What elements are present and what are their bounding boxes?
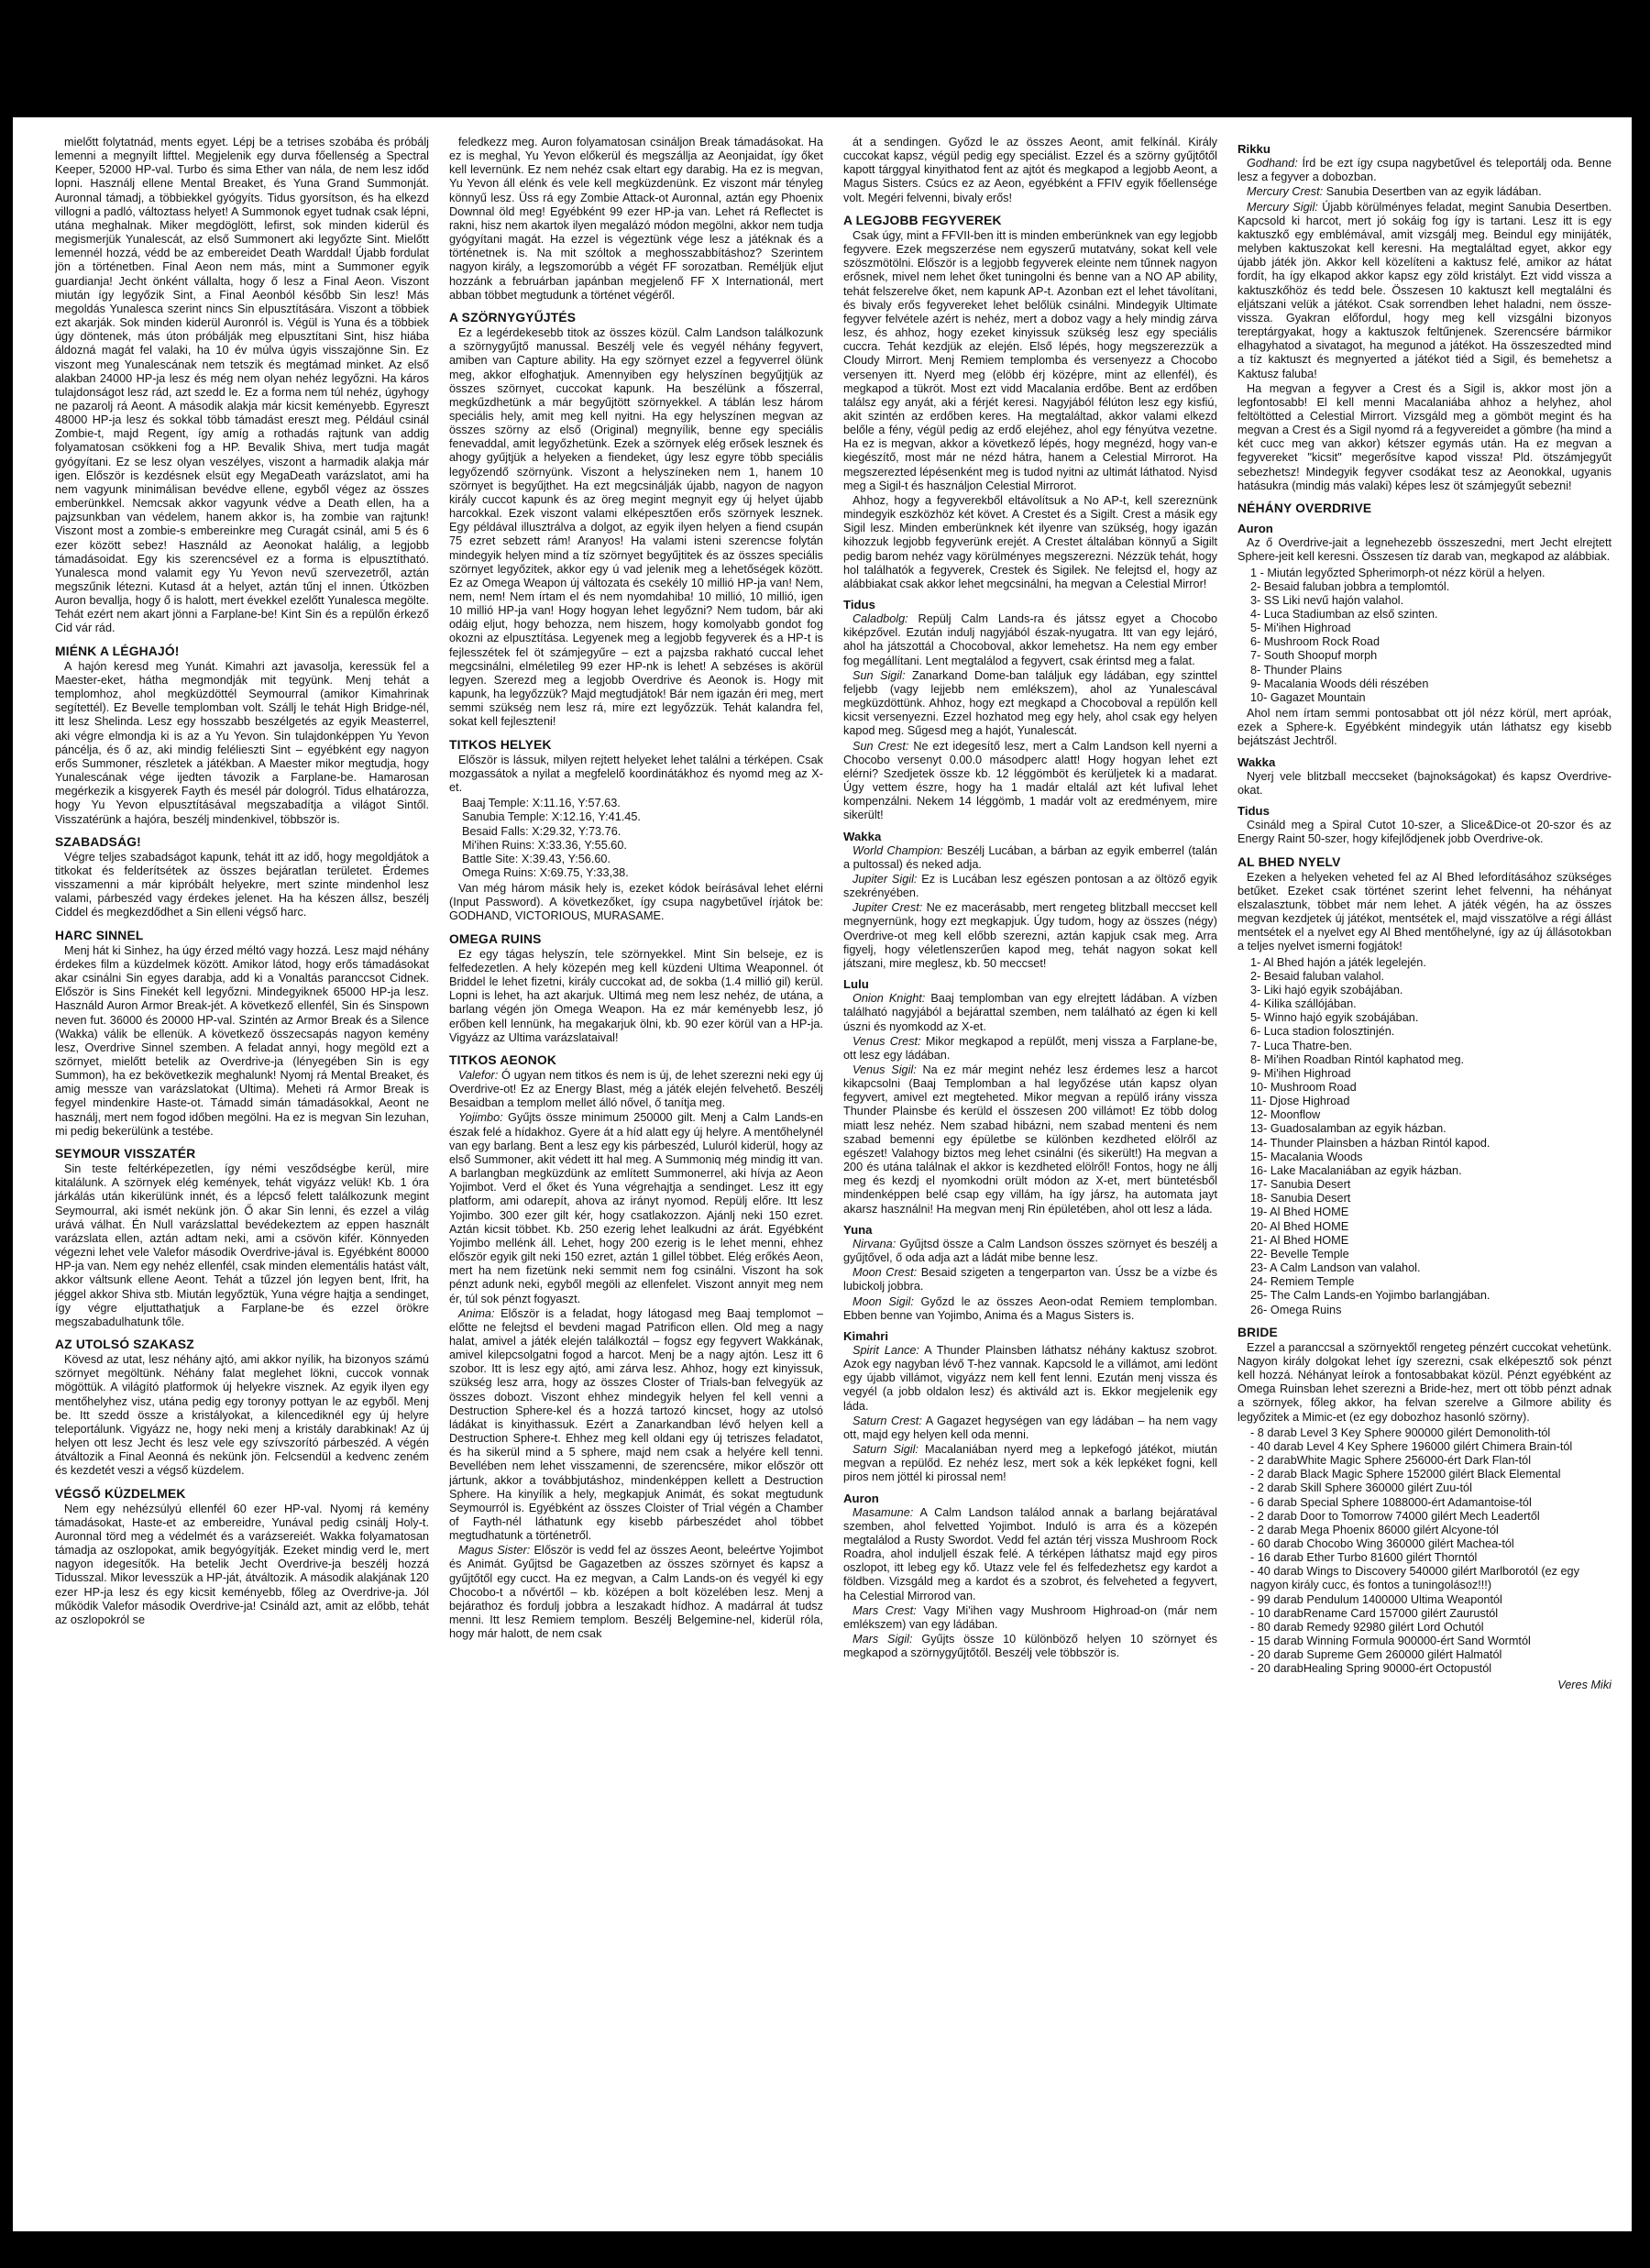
body-paragraph: Mercury Sigil: Újabb körülményes feladat, megint Sanubia Desertben. Kapcsold ki harcot, mert jó sokáig fog így is tartani. Lesz itt is egy kaktuszkő egy emblémával, amit vizsgálj meg. Beindul egy minijáték, melyben kaktuszokat kell keresni. Ha megtaláltad egyet, akkor egy újabb játék jön. Akkor kell közelíteni a kaktusz felé, amikor az hátat fordít, ha így elkapod akkor kapsz egy zöld kristályt. Ezt vidd vissza a kaktuszkőhöz és tedd bele. Összesen 10 kaktuszt kell megtalálni és eljátszani velük a játékot. Csak sorrendben lehet haladni, nem össze-vissza. Gyakran előfordul, hogy meg kell vizsgálni bizonyos tereptárgyakat, hogy a kaktuszok feltűnjenek. Szerencsére bármikor elhagyhatod a sivatagot, ha megunod a játékot. Ha összeszedted mind a tíz kaktuszt és megnyerted a játékot tiéd a Sigil, és bemehetsz a Kaktusz faluba! bbox=[1238, 200, 1612, 380]
list-item: 26- Omega Ruins bbox=[1250, 1303, 1342, 1316]
list-item: - 40 darab Wings to Discovery 540000 gilért Marlborotól (ez egy nagyon király cucc, és fontos a tuningolásoz!!!) bbox=[1250, 1565, 1579, 1592]
list-item: 4- Luca Stadiumban az első szinten. bbox=[1250, 608, 1438, 621]
list-item: - 80 darab Remedy 92980 gilért Lord Ochutól bbox=[1250, 1620, 1484, 1634]
section-heading: NÉHÁNY OVERDRIVE bbox=[1238, 501, 1372, 515]
body-paragraph: Yojimbo: Gyűjts össze minimum 250000 gilt. Menj a Calm Lands-en észak felé a hídakhoz. Gyere át a híd alatt egy új helyre. A mentőhelynél van egy barlang. Bent a lesz egy kis párbeszéd, Luluról kiderül, hogy az első Summoner, akit védett itt hal meg. A Summoniq még mindig itt van. A barlangban megküzdünk az említett Summonerrel, aki hívja az Aeon Yojimbot. Verd el őket és Yuna végrehajtja a sendinget. Lesz itt egy platform, ami odarepít, ahova az irányt nyomod. Repülj előre. Itt lesz Yojimbo. 300 ezer gilt kér, hogy csatlakozzon. Ajánlj neki 150 ezret. Aztán kicsit többet. Kb. 250 ezerig lehet lealkudni az árát. Egyébként Yojimbo mellénk áll. Lehet, hogy 200 ezerig is le lehet menni, ehhez először egyik gilt neki 150 ezret, aztán 1 gillel többet. Elég erőkés Aeon, mert ha nem fizetünk neki semmit nem fog csinálni. Viszont ha sok pénzt adunk neki, egyből megöli az ellenfelet. Viszont annyit meg nem ér, túl sok pénzt fogyaszt. bbox=[449, 1111, 823, 1305]
coordinate-list bbox=[449, 797, 823, 880]
section-heading: MIÉNK A LÉGHAJÓ! bbox=[55, 644, 180, 658]
numbered-list bbox=[1238, 1426, 1612, 1677]
body-paragraph: Spirit Lance: A Thunder Plainsben láthatsz néhány kaktusz szobrot. Azok egy nagyban lévő T-hez vannak. Kapcsold le a villámot, ami ledönt egy újabb villámot, vigyázz nem kell fent lenni. Ezután menj vissza és vegyél (a jobb oldalon lesz) és aktiváld azt is. Ekkor megjelenik egy láda. bbox=[843, 1343, 1217, 1413]
list-item: Mi'ihen Ruins: X:33.36, Y:55.60. bbox=[462, 838, 627, 852]
body-paragraph: Saturn Sigil: Macalaniában nyerd meg a lepkefogó játékot, miután megvan a repülőd. Ez nehéz lesz, mert sok a kék lepkéket fogni, kell piros nem jöttél ki pirossal nem! bbox=[843, 1443, 1217, 1484]
body-paragraph: Végre teljes szabadságot kapunk, tehát itt az idő, hogy megoldjátok a titkokat és felderítsétek az összes bejáratlan területet. Érdemes visszamenni a már kipróbált helyekre, mert szinte mindenhol lesz valami, párbeszéd vagy érdekes jelenet. Ha ha készen állsz, beszélj Ciddel és megkezdődhet a Sin elleni végső harc. bbox=[55, 850, 429, 919]
list-item: 20- Al Bhed HOME bbox=[1250, 1219, 1349, 1233]
body-paragraph: Ahhoz, hogy a fegyverekből eltávolítsuk a No AP-t, kell szereznünk mindegyik eszközhöz két követ. A Crestet és a Sigilt. Crest a másik egy Sigil lesz. Minden emberünknek két ilyenre van szükség, hogy igazán kihozzuk legjobb fegyverünk erejét. A Crestet általában könnyű a Sigilt pedig barom nehéz vagy körülményes megszerezni. Nézzük tehát, hogy hol találhatók a fegyverek, Crestek és Sigilek. Ne felejtsd el, hogy az alábbiakat csak akkor lehet megcsinálni, ha megvan a Celestial Mirror! bbox=[843, 493, 1217, 590]
list-item: - 6 darab Special Sphere 1088000-ért Adamantoise-tól bbox=[1250, 1495, 1532, 1509]
list-item: 15- Macalania Woods bbox=[1250, 1150, 1363, 1163]
list-item: Battle Site: X:39.43, Y:56.60. bbox=[462, 852, 611, 865]
list-item: 9- Macalania Woods déli részében bbox=[1250, 677, 1429, 690]
list-item: 12- Moonflow bbox=[1250, 1108, 1321, 1122]
list-item: 24- Remiem Temple bbox=[1250, 1275, 1355, 1289]
list-item: Baaj Temple: X:11.16, Y:57.63. bbox=[462, 797, 621, 810]
author-signature: Veres Miki bbox=[1557, 1678, 1612, 1691]
section-heading: SZABADSÁG! bbox=[55, 834, 141, 849]
body-paragraph: Ez a legérdekesebb titok az összes közül. Calm Landson találkozunk a szörnygyűjtő manussal. Beszélj vele és vegyél néhány fegyvert, amiben van Capture ability. Ha egy szörnyet ezzel a fegyverrel ölünk meg, akkor elfoghatjuk. Amennyiben egy helyszínen begyűjtjük az összes szörnyet, cuccokat kapunk. Ha beszélünk a főszerral, megkűzdhetünk a már begyűjtött szörnyekkel. A táblán lesz három speciális hely, amit meg kell nyitni. Ha egy helyszínen megvan az összes szörny az első (Original) megnyílik, benne egy speciális fenevaddal, amit legyőzhetünk. Ezek a szörnyek elég erősek lesznek és ahogy gyűjtjük a helyeken a fiendeket, úgy lesz egyre több speciális legyőzendő szörnyünk. Viszont a helyszíneken nem 1, hanem 10 szörnyet is begyűjthet. Ha ezt megcsinálják újabb, nagyon de nagyon király cuccot kapunk és az öreg megint megnyit egy új helyet újabb harcokkal. Ezek viszont valami elképesztően erős szörnyek lesznek. Egy példával illusztrálva a dolgot, az egyik ilyen helyen a fiend csupán 75 ezret sebzett rám! Aranyos! Ha valami isteni szerencse folytán mindegyik helyen mind a tíz szörnyet begyűjtitek és az összes speciális szörnyet legyőzitek, akkor egy ú vad jelenik meg a lehetőségek között. Ez az Omega Weapon új változata és csekély 10 millió HP-ja van! Nem, nem, nem! Nem írtam el és nem nyomdahiba! 10 millió, 10 millió, igen 10 millió HP-ja van! Hogy hogyan lehet legyőzni? Nem tudom, bár aki odáig eljut, hogy behozza, nem hiszem, hogy komolyabb gondot fog okozni az elpusztítása. Legyenek meg a legjobb fegyverek és a HP-t is fejlesszétek fel öt számjegyűre – ezt a pajzsba rakható cuccal lehet megcsinálni, elméletileg 99 ezer HP-nk is lehet! A sebzéses is akörül legyen. Szerezd meg a legjobb Overdrive és Aeonok is. Hogy mit kapunk, ha legyőzzük? Majd megtudjátok! Bár nem igazán éri meg, mert semmi szükség nem lesz rá, mire ezt legyőzzük. Tehát kalandra fel, sokat kell fejleszteni! bbox=[449, 326, 823, 729]
subsection-heading: Tidus bbox=[1238, 804, 1270, 819]
list-item: - 2 darabWhite Magic Sphere 256000-ért Dark Flan-tól bbox=[1250, 1454, 1532, 1468]
list-item: 1 - Miután legyőzted Spherimorph-ot nézz körül a helyen. bbox=[1250, 566, 1546, 579]
list-item: 13- Guadosalamban az egyik házban. bbox=[1250, 1122, 1446, 1136]
list-item: 23- A Calm Landson van valahol. bbox=[1250, 1261, 1421, 1275]
list-item: 14- Thunder Plainsben a házban Rintól kapod. bbox=[1250, 1136, 1490, 1150]
list-item: 8- Thunder Plains bbox=[1250, 663, 1342, 677]
body-paragraph: Anima: Először is a feladat, hogy látogasd meg Baaj templomot – előtte ne felejtsd el bevdeni magad Patrificon ellen. Old meg a nagy halat, amivel a játék elején találkoztál – fogsz egy fegyvert Wakkának, amivel kilepcsolgatni fogod a harcot. Menj be a nagy ajtón. Lesz itt 6 szobor. Itt is lesz egy ajtó, ami zárva lesz. Ahhoz, hogy ezt kinyissuk, szükség lesz arra, hogy az összes Closter of Trials-ban felvegyük az összes dobozt. Viszont ehhez mindegyik helyen fel kell venni a Destruction Sphere-kel és a hozzá tartozó kincset, hogy az utolsó ládákat is kinyithassuk. Ezért a Zanarkandban lévő helyen kell a Destruction Sphere-t. Ehhez meg kell oldani egy új tetriszes feladatot, és ha sikerül mind a 5 sphere, majd nem csak a helyére kell tenni. Bevellében nem lehet visszamenni, de szerencsére, mikor először ott jártunk, akkor a továbbjutáshoz, mindenképpen kellett a Destruction Sphere. Ha kinyílik a hely, megkapjuk Animát, és sokat megtudunk Seymourról is. Egyébként az összes Cloister of Trial végén a Chamber of Fayth-nél láthatunk egy kisebb párbeszédet ahol többet megtudhatunk a történetről. bbox=[449, 1306, 823, 1543]
body-paragraph: Saturn Crest: A Gagazet hegységen van egy ládában – ha nem vagy ott, majd egy helyen kell oda menni. bbox=[843, 1414, 1217, 1441]
list-item: - 16 darab Ether Turbo 81600 gilért Thorntól bbox=[1250, 1551, 1478, 1565]
numbered-list bbox=[1238, 956, 1612, 1317]
list-item: 3- Liki hajó egyik szobájában. bbox=[1250, 983, 1403, 996]
body-paragraph: Csak úgy, mint a FFVII-ben itt is minden emberünknek van egy legjobb fegyvere. Ezek megszerzése nem egyszerű mutatvány, sokat kell vele szöszmötölni. Először is a legjobb fegyverek eleinte nem tűnnek nagyon erősnek, mivel nem lehet őket tuningolni és benne van a NO AP ability, tehát felszerelve őket, nem kapunk AP-t. Azonban ezt el lehet távolítani, és bivaly erős fegyvereket lehet belőlük csinálni. Mindegyik Ultimate fegyver felvétele azért is nehéz, mert a doboz vagy a hely mindig zárva lesz, és ahhoz, hogy ezeket kinyissuk szükség lesz egy speciális cuccra. Tehát kezdjük az elején. Első lépés, hogy megszerezzük a Cloudy Mirrort. Menj Remiem templomba és versenyezz a Chocobo versenyen itt. Nyerd meg (elöbb érj középre, mint az ellenfél), és megkapod a tükröt. Most ezt vidd Macalania erdőbe. Bent az erdőben találsz egy anyát, aki a férjét keresi. Nagyjából félúton lesz egy kisfiú, akit szintén az erdőben keres. Ha megtaláltad, akkor valami elkezd belőle a fény, végül pedig az erdő elejéhez, ahol egy fényútva vezetne. Ha ez is megvan, akkor a következő lépés, hogy megnézd, hogy van-e kiegészítő, most már ne nézd hátra, hanem a Celestial Mirrorot. Ha megszerezted lépésenként meg is tudod nyitni az ultimát láthatod. Nyisd meg a Sigil-t és használjon Celestial Mirrorot. bbox=[843, 228, 1217, 492]
column-2 bbox=[449, 136, 823, 2224]
section-heading: BRIDE bbox=[1238, 1325, 1278, 1339]
section-heading: A LEGJOBB FEGYVEREK bbox=[843, 213, 1002, 227]
body-paragraph: Nirvana: Gyűjtsd össze a Calm Landson összes szörnyet és beszélj a gyűjtővel, ő oda adja azt a ládát mibe benne lesz. bbox=[843, 1237, 1217, 1265]
subsection-heading: Auron bbox=[1238, 522, 1273, 536]
body-paragraph: Kövesd az utat, lesz néhány ajtó, ami akkor nyílik, ha bizonyos számú szörnyet megöltünk. Néhány falat meglehet lökni, cuccok vonnak mögöttük. A világító platformok új helyekre visznek. Az egyik ilyen egy mentőhelyhez visz, utána pedig egy toronyy pottyan le az egyből. Menj be. Itt szedd össze a kristályokat, a kilencediknél egy új helyre teleportálunk. Vigyázz ne, hogy neki menj a kristály darabkinak! Az új helyen ott lesz Jecht és lesz vele egy szívszorító párbeszéd. A végén átváltozik a Final Aeonná és nekünk jön. Felcsendül a kedvenc zeném és kezdetét veszi a végső küzdelem. bbox=[55, 1353, 429, 1478]
column-1 bbox=[55, 136, 429, 2224]
subsection-heading: Rikku bbox=[1238, 142, 1270, 156]
body-paragraph: Jupiter Sigil: Ez is Lucában lesz egészen pontosan a az öltöző egyik szekrényében. bbox=[843, 872, 1217, 900]
list-item: 11- Djose Highroad bbox=[1250, 1095, 1350, 1108]
subsection-heading: Wakka bbox=[1238, 754, 1276, 769]
list-item: - 20 darabHealing Spring 90000-ért Octopustól bbox=[1250, 1662, 1492, 1676]
section-heading: AZ UTOLSÓ SZAKASZ bbox=[55, 1337, 194, 1351]
body-paragraph: mielőtt folytatnád, ments egyet. Lépj be a tetrises szobába és próbálj lemenni a megnyílt lifttel. Megjelenik egy durva főellenség a Spectral Keeper, 52000 HP-val. Turbo és sima Ether van nála, de nem lesz időd lopni. Használj ellene Mental Breaket, és Yuna Grand Summonját. Auronnal támadj, a többiekkel gyógyíts. Tidus gyorsítson, és ha elkezd villogni a padló, változtass helyet! A Summonok egyet tudnak csak lépni, utána meghalnak. Miker megdöglött, lefirst, sok minden kiderül és megismerjük Yunalescát, az első Summonert aki legyőzte Sint. Mielőtt lemennél hozzá, védd be az embereidet Death Warddal! Újabb fordulat jön a történetben. Final Aeon nem más, mint a Summoner egyik guardianja! Jecht önként vállalta, hogy ő lesz a Final Aeon. Viszont miután így legyőzik Sint, a Final Aeonból később Sin lesz! Más megoldás Yunalesca szerint nincs Sin elpusztítására. Viszont a többiek ezt akarják. Sok minden kiderül Auronról is. Végül is Yuna és a többiek úgy döntenek, más úton próbálják meg elpusztítani Sint, hisz hiába áldozná magát fel valaki, ha 10 év múlva úgyis visszajönne Sin. Ez viszont meg Yunalescának nem tetszik és megtámad minket. Az első alakban 24000 HP-ja lesz és még nem olyan nehéz legyőzni. Ha káros tulajdonságot lesz rád, azt szedd le. Ez a forma nem túl nehéz, úgyhogy ne pazarolj rá Aeont. A második alakja már kicsit keményebb. Egyreszt 48000 HP-ja lesz és sokkal több támadást ereszt meg. Például csinál Zombie-t, majd Regent, így amíg a rothadás rajtunk van addig folyamatosan csökkeni fog a HP. Bevalik Shiva, mert tudja magát gyógyítani. Ez se lesz olyan veszélyes, viszont a harmadik alakja már igen. Először is kezdésnek elsüt egy MegaDeath varázslatot, ami ha nem vagyunk minimálisan bevédve ellene, egyből végez az összes emberünkkel. Nemcsak akkor vagyunk védve a Death ellen, ha a pajzsunkban van védelem, hanem akkor is, ha zombie van rajtunk! Viszont most a zombie-s embereinkre meg Curagát csinál, ami 5 és 6 ezer között sebez! Használd az Aeonokat halálig, a legjobb támadásoidat. Egy kis szerencsével ez a forma is elpusztítható. Yunalesca mond valamit egy Yu Yevon nevű szervezetről, aztán megszűnik létezni. Kutasd át a helyet, aztán tűnj el innen. Útközben Auron bevallja, hogy ő is halott, mert évekkel ezelőtt Yunalesca megölte. Tehát ezért nem akart jönni a Farplane-be! Kint Sin és a repülőn érkező Cid vár rád. bbox=[55, 136, 429, 635]
subsection-heading: Yuna bbox=[843, 1222, 873, 1237]
body-paragraph: Sun Crest: Ne ezt idegesítő lesz, mert a Calm Landson kell nyerni a Chocobo versenyt 0.00.0 másodperc alatt! Hogy hogyan lehet ezt elérni? Szedjetek össze kb. 12 léggömböt és kerüljetek ki a madarat. Úgy vettem észre, hogy ha 1 madár eltalál azt két lufival lehet kompenzálni. Nekem 14 léggömb, 1 madár volt az eredményem, mire sikerült! bbox=[843, 739, 1217, 822]
body-paragraph: Jupiter Crest: Ne ez macerásabb, mert rengeteg blitzball meccset kell megnyernünk, hogy ezt megkapjuk. Úgy tudom, hogy az összes (négy) Overdrive-ot meg kell előbb szerezni, aztán kapjuk csak meg. Arra figyelj, hogy véletlenszerűen kapod meg, tehát nagyon sokat kell játszani, mire meglesz, kb. 50 meccset! bbox=[843, 901, 1217, 970]
magazine-page bbox=[55, 136, 1613, 2224]
section-heading: AL BHED NYELV bbox=[1238, 854, 1341, 869]
body-paragraph: Masamune: A Calm Landson találod annak a barlang bejáratával szemben, ahol felvetted Yojimbot. Induló is arra és a közepén megtalálod a Rusty Swordot. Vedd fel aztán térj vissza Mushroom Rock Roadra, ahol induljell észak felé. A térképen láthatsz majd egy piros oszlopot, itt lebeg egy kő. Utazz vele fel és felfedezhetsz egy kardot a földben. Vizsgáld meg a kardot és a szobrot, és felveheted a fegyvert, ha Celestial Mirrorod van. bbox=[843, 1505, 1217, 1602]
list-item: Besaid Falls: X:29.32, Y:73.76. bbox=[462, 824, 622, 838]
column-3 bbox=[843, 136, 1217, 2224]
body-paragraph: Ezeken a helyeken veheted fel az Al Bhed lefordításához szükséges betűket. Ezeket csak történet szerint lehet felvenni, ha néhányat elszalasztunk, többet már nem lehet. A játék végén, ha az összes megvan kezdjetek új játékot, mentsétek el, majd visszatölve a régi állást mentsétek el a nyelvet egy Al Bhed mentőhelyné, így az új állásotokban a teljes nyelvet ismerni fogjátok! bbox=[1238, 870, 1612, 953]
section-heading: TITKOS AEONOK bbox=[449, 1052, 557, 1067]
subsection-heading: Auron bbox=[843, 1491, 879, 1505]
body-paragraph: Nem egy nehézsúlyú ellenfél 60 ezer HP-val. Nyomj rá kemény támadásokat, Haste-et az embereidre, Yunával pedig csinálj Holy-t. Auronnal törd meg a védelmét és a varázsereiét. Wakka folyamatosan támadja az oszlopokat, amik begyógyítják. Ezeket mindig verd le, mert nagyon idegesítők. Ha betelik Jecht Overdrive-ja beszélj hozzá Tidusszal. Mikor levesszük a HP-ját, átváltozik. A második alakjának 120 ezer HP-ja lesz és egy kicsit keményebb, főleg az Overdrive-ja. Jól működik Valefor második Overdrive-ja! Csináld azt, amit az előbb, tehát az oszlopokról se bbox=[55, 1502, 429, 1626]
body-paragraph: Csináld meg a Spiral Cutot 10-szer, a Slice&Dice-ot 20-szor és az Energy Raint 50-szer, hogy kifejlődjenek jobb Overdrive-ok. bbox=[1238, 819, 1612, 846]
list-item: - 2 darab Mega Phoenix 86000 gilért Alcyone-tól bbox=[1250, 1523, 1499, 1536]
list-item: 6- Luca stadion folosztinjén. bbox=[1250, 1025, 1395, 1039]
list-item: - 2 darab Skill Sphere 360000 gilért Zuu-tól bbox=[1250, 1481, 1472, 1495]
list-item: 10- Mushroom Road bbox=[1250, 1081, 1357, 1094]
list-item: 5- Mi'ihen Highroad bbox=[1250, 622, 1351, 635]
list-item: 2- Besaid faluban valahol. bbox=[1250, 969, 1385, 983]
section-heading: OMEGA RUINS bbox=[449, 931, 542, 946]
section-heading: VÉGSŐ KÜZDELMEK bbox=[55, 1486, 186, 1501]
body-paragraph: World Champion: Beszélj Lucában, a bárban az egyik emberrel (talán a pultossal) és neked adja. bbox=[843, 843, 1217, 871]
body-paragraph: Sun Sigil: Zanarkand Dome-ban találjuk egy ládában, egy szinttel feljebb (vagy lejjebb nem emlékszem), ahol az Yunalescával megküzdöttünk. Ahhoz, hogy ezt megkapd a Chocoboval a repülőn kell kicsit versenyezni. Ezzel hozhatod meg egy hely, ahol csak egy helyen kapod meg. Sűgesd meg a hajót, Yunalescát. bbox=[843, 668, 1217, 738]
body-paragraph: Onion Knight: Baaj templomban van egy elrejtett ládában. A vízben található nagyjából a bejárattal szemben, nem található az égen ki kell úszni és nyomkodd az X-et. bbox=[843, 992, 1217, 1033]
body-paragraph: Sin teste feltérképezetlen, így némi vesződségbe kerül, mire kitalálunk. A szörnyek elég kemények, tehát vigyázz velük! Kb. 1 óra járkálás után kikerülünk innét, és a lépcső felett találkozunk megint Seymourral, aki ismét nekünk jön. Ő akar Sin lenni, és ezzel a világ urává válhat. Én Null varázslattal bevédekeztem az eppen használt varázslata ellen, aztán adtam neki, ami a csövön kifér. Könnyeden végezni lehet vele Valefor második Overdrive-jával is. Egyébként 80000 HP-ja van. Nem egy nehéz ellenfél, csak minden elementális hatást vált, akkor váltsunk ellene Aeont. Tehát a tűzzel jón legyen bent, Ifrit, ha jéggel akkor Shiva stb. Miután legyőztük, Yuna végre hajtja a sendinget, így végre eljuttathatjuk a Farplane-be és ezzel örökre megszabadulhatunk tőle. bbox=[55, 1162, 429, 1328]
subsection-heading: Kimahri bbox=[843, 1328, 889, 1343]
list-item: 7- Luca Thatre-ben. bbox=[1250, 1039, 1353, 1052]
list-item: 8- Mi'ihen Roadban Rintól kaphatod meg. bbox=[1250, 1052, 1465, 1066]
list-item: - 20 darab Supreme Gem 260000 gilért Halmatól bbox=[1250, 1648, 1502, 1662]
list-item: 22- Bevelle Temple bbox=[1250, 1247, 1349, 1261]
body-paragraph: Ezzel a paranccsal a szörnyektől rengeteg pénzért cuccokat vehetünk. Nagyon király dolgokat lehet így szerezni, csak elképesztő sok pénzt kell hozzá. Néhányat leírok a fontosabbakat közül. Pénzt egyébként az Omega Ruinsban lehet szerezni a Bride-hez, mert ott több pénzt adnak a szörnyek, főleg akkor, ha felvan szerelve a Gilmore ability és legyőzitek a Mimic-et (ez egy dobozhoz hasonló szörny). bbox=[1238, 1340, 1612, 1424]
body-paragraph: Mars Crest: Vagy Mi'ihen vagy Mushroom Highroad-on (már nem emlékszem) van egy ládában. bbox=[843, 1603, 1217, 1631]
body-paragraph: Nyerj vele blitzball meccseket (bajnokságokat) és kapsz Overdrive-okat. bbox=[1238, 769, 1612, 797]
body-paragraph: Menj hát ki Sinhez, ha úgy érzed méltó vagy hozzá. Lesz majd néhány érdekes film a küzdelmek között. Amikor látod, hogy erős támadásokat akar csinálni Sin egyes darabja, add ki a Vonaltás paranccsot Cidnek. Először is Sins Finekét kell legyőzni. Mindegyiknek 65000 HP-ja lesz. Használd Auron Armor Break-jét. A következő ellenfél, Sin és Sinspown neven fut. 36000 és 20000 HP-val. Szintén az Armor Break és a Silence (Wakka) válik be ellenük. A következő összecsapás nagyon kemény lesz, Overdrive Sinnel szemben. A feladat annyi, hogy megöld ezt a szörnyet, mielőtt betelik az Overdrive-ja (lényegében Sin is egy Summon), ha ez bekövetkezik meghalunk! Nyomj rá Mental Breaket, és amig messze van varázslatokat (Ultima). Meheti rá Armor Break is fegyel mindenkire Haste-ot. Támadd simán támadásokkal, Aeont ne használj, mert nem fogod időben megölni. Ha ez is megvan Sin lezuhan, mi pedig bekerülünk a testébe. bbox=[55, 943, 429, 1138]
list-item: - 60 darab Chocobo Wing 360000 gilért Machea-tól bbox=[1250, 1537, 1514, 1550]
body-paragraph: A hajón keresd meg Yunát. Kimahri azt javasolja, keressük fel a Maester-eket, hátha megmondják mit tegyünk. Menj tehát a templomhoz, ahol megküzdöttél Seymourral (amikor Kimahrinak segítettél). Ez Bevelle templomban volt. Szállj le tehát High Bridge-nél, itt lesz Shelinda. Lesz egy hosszabb beszélgetés az egyik Measterrel, aki végre elmondja ki is az a Yu Yevon. Sin tulajdonképpen Yu Yevon páncélja, és ő az, aki mindig felélieszti Sint – egyébként egy nagyon erős Summoner, részletek a játékban. A Maester mikor megtudja, hogy Yunalescának vége ijedten távozik a Farplane-be. Hamarosan megérkezik a kisgyerek Fayth és mesél pár dologról. Tidus elhatározza, hogy Yu Yevon elpusztításával megszabadítja a világot Sintől. Visszatérünk a hajóra, beszélj mindenkivel, többször is. bbox=[55, 659, 429, 826]
column-4 bbox=[1238, 136, 1612, 2224]
body-paragraph: Valefor: Ó ugyan nem titkos és nem is új, de lehet szerezni neki egy új Overdrive-ot! Ez az Energy Blast, még a játék elején felvehető. Beszélj Besaidban a templom mellet álló nővel, ő tanítja meg. bbox=[449, 1069, 823, 1110]
list-item: 4- Kilika szállójában. bbox=[1250, 997, 1357, 1011]
section-heading: TITKOS HELYEK bbox=[449, 737, 552, 752]
list-item: 19- Al Bhed HOME bbox=[1250, 1206, 1349, 1219]
body-paragraph: Először is lássuk, milyen rejtett helyeket lehet találni a térképen. Csak mozgassátok a nyilat a megfelelő koordinátákhoz és nyomd meg az X-et. bbox=[449, 753, 823, 795]
list-item: - 10 darabRename Card 157000 gilért Zaurustól bbox=[1250, 1606, 1499, 1620]
body-paragraph: Mercury Crest: Sanubia Desertben van az egyik ládában. bbox=[1247, 185, 1542, 199]
list-item: 1- Al Bhed hajón a játék legelején. bbox=[1250, 955, 1426, 969]
subsection-heading: Tidus bbox=[843, 598, 875, 611]
list-item: 25- The Calm Lands-en Yojimbo barlangjában. bbox=[1250, 1289, 1490, 1303]
list-item: 2- Besaid faluban jobbra a templomtól. bbox=[1250, 579, 1450, 593]
list-item: 9- Mi'ihen Highroad bbox=[1250, 1066, 1351, 1080]
body-paragraph: Moon Crest: Besaid szigeten a tengerparton van. Ússz be a vízbe és lubickolj jobbra. bbox=[843, 1266, 1217, 1294]
list-item: 21- Al Bhed HOME bbox=[1250, 1233, 1349, 1247]
body-paragraph: Godhand: Írd be ezt így csupa nagybetűvel és teleportálj oda. Benne lesz a fegyver a dobozban. bbox=[1238, 157, 1612, 184]
body-paragraph: Az ő Overdrive-jait a legnehezebb összeszedni, mert Jecht elrejtett Sphere-jeit kell keresni. Összesen tíz darab van, megkapod az alábbiak. bbox=[1238, 536, 1612, 564]
list-item: 7- South Shoopuf morph bbox=[1250, 649, 1378, 663]
list-item: - 40 darab Level 4 Key Sphere 196000 gilért Chimera Brain-tól bbox=[1250, 1439, 1573, 1453]
body-paragraph: Venus Crest: Mikor megkapod a repülőt, menj vissza a Farplane-be, ott lesz egy ládában. bbox=[843, 1034, 1217, 1062]
body-paragraph: Ez egy tágas helyszín, tele szörnyekkel. Mint Sin belseje, ez is felfedezetlen. A hely közepén meg kell küzdeni Ultima Weaponnel. ót Briddel le lehet fizetni, király cuccokat ad, de sokba (1.4 millió gil) kerül. Lopni is lehet, ha azt akarjuk. Ultimá meg nem lesz nehéz, de utána, a barlang végén jön Omega Weapon. Ha ez már keményebb lesz, jó erőben kell lennünk, ha megakarjuk ölni, kb. 90 ezer körül van a HP-ja. Vigyázz az Ultima varázslataival! bbox=[449, 947, 823, 1044]
list-item: 3- SS Liki nevű hajón valahol. bbox=[1250, 593, 1404, 607]
list-item: - 8 darab Level 3 Key Sphere 900000 gilért Demonolith-tól bbox=[1250, 1426, 1551, 1439]
list-item: Omega Ruins: X:69.75, Y:33,38. bbox=[462, 865, 629, 879]
body-paragraph: Mars Sigil: Gyűjts össze 10 különböző helyen 10 szörnyet és megkapod a szörnygyűjtőtől. Beszélj vele többször is. bbox=[843, 1633, 1217, 1660]
list-item: 10- Gagazet Mountain bbox=[1250, 690, 1366, 704]
list-item: 16- Lake Macalaniában az egyik házban. bbox=[1250, 1163, 1462, 1177]
list-item: - 15 darab Winning Formula 900000-ért Sand Wormtól bbox=[1250, 1635, 1531, 1648]
list-item: Sanubia Temple: X:12.16, Y:41.45. bbox=[462, 810, 641, 824]
list-item: - 2 darab Door to Tomorrow 74000 gilért Mech Leadertől bbox=[1250, 1509, 1540, 1523]
list-item: 6- Mushroom Rock Road bbox=[1250, 635, 1380, 649]
numbered-list bbox=[1238, 567, 1612, 706]
subsection-heading: Wakka bbox=[843, 829, 882, 843]
list-item: 18- Sanubia Desert bbox=[1250, 1192, 1351, 1206]
body-paragraph: feledkezz meg. Auron folyamatosan csináljon Break támadásokat. Ha ez is meghal, Yu Yevon előkerül és megszállja az Aeonjaidat, így őket kell levernünk. Ez nem nehéz csak eltart egy darabig. Ha ez is megvan, Yu Yevon áll elénk és vele kell megküzdenünk. Ez viszont már tényleg könnyű lesz. Üss rá egy Zombie Attack-ot Auronnal, aztán egy Phoenix Downnal öld meg! Egyébként 99 ezer HP-ja van. Lehet rá Reflectet is rakni, hisz nem akartok ilyen megalázó módon megölni, akkor nem tudja gyógyítani magát. Ha ezzel is végeztünk vége lesz a játéknak és a történetnek is. Na mit szóltok a meghosszabbításhoz? Szerintem nagyon király, a legszomorúbb a végét FF sorozatban. Reméljük eljut hozzánk a februárban japánban megjelenő FF X Internationál, mert abban többet megtudunk a történet végéről. bbox=[449, 136, 823, 302]
section-heading: SEYMOUR VISSZATÉR bbox=[55, 1146, 196, 1161]
body-paragraph: Moon Sigil: Győzd le az összes Aeon-odat Remiem templomban. Ebben benne van Yojimbo, Anima és a Magus Sisters is. bbox=[843, 1294, 1217, 1322]
list-item: 5- Winno hajó egyik szobájában. bbox=[1250, 1011, 1419, 1025]
section-heading: A SZÖRNYGYŰJTÉS bbox=[449, 310, 577, 325]
body-paragraph: Van még három másik hely is, ezeket kódok beírásával lehet elérni (Input Password). A következőket, így csupa nagybetűvel írjátok be: GODHAND, VICTORIOUS, MURASAME. bbox=[449, 882, 823, 923]
subsection-heading: Lulu bbox=[843, 977, 869, 992]
body-paragraph: Ahol nem írtam semmi pontosabbat ott jól nézz körül, mert apróak, ezek a Sphere-k. Egyébként mindegyik után láthatsz egy kisebb bejátszást Jechtről. bbox=[1238, 707, 1612, 748]
list-item: 17- Sanubia Desert bbox=[1250, 1178, 1351, 1192]
section-heading: HARC SINNEL bbox=[55, 928, 144, 942]
body-paragraph: Caladbolg: Repülj Calm Lands-ra és játssz egyet a Chocobo kiképzővel. Ezután indulj nagyjából észak-nyugatra. Itt van egy lejáró, ahol ha játszottál a Chocoboval, akkor lemehetsz. Ha nem egy ember fog megállítani. Lent megtalálod a fegyvert, csak érintsd meg a falat. bbox=[843, 612, 1217, 667]
body-paragraph: át a sendingen. Győzd le az összes Aeont, amit felkínál. Király cuccokat kapsz, végül pedig egy speciálist. Ezzel és a szörny gyűjtőtől kapott tárggyal kinyithatod fent az ajtót és megkapod a legjobb Aeont, a Magus Sisters. Csúcs ez az Aeon, egyébként a FFIV egyik főellensége volt. Megéri felvenni, bivaly erős! bbox=[843, 136, 1217, 204]
body-paragraph: Magus Sister: Először is vedd fel az összes Aeont, beleértve Yojimbot és Animát. Gyűjtsd be Gagazetben az összes szörnyet és kapsz a gyűjtőtől egy cucct. Ha ez megvan, a Calm Lands-on és vegyél ki egy Chocobo-t a nővértől – kb. középen a bolt közelében lesz. Menj a bejárathoz és fordulj jobbra a leszakadt hídhoz. A madárral át tudsz menni. Itt lesz Remiem templom. Beszélj Belgemine-nel, kiderül róla, hogy már halott, de nem csak bbox=[449, 1544, 823, 1641]
body-paragraph: Ha megvan a fegyver a Crest és a Sigil is, akkor most jön a legfontosabb! El kell menni Macalaniába ahhoz a helyhez, ahol feltöltötted a Celestial Mirrort. Vizsgáld meg a gömböt megint és ha megvan a Crest és a Sigil nyomd rá a fegyvereidet a gömbre (ha mind a két cucc meg van akkor) kétszer egymás után. Ha ez megvan a fegyvereket "kicsit" megerősítve kapod vissza! Pld. ötszámjegyűt sebezhetsz! Mindegyik fegyver csodákat tesz az Aeonokkal, ugyanis hatásukra (mindig más valaki) képes lesz öt számjegyűt sebezni! bbox=[1238, 381, 1612, 492]
list-item: - 2 darab Black Magic Sphere 152000 gilért Black Elemental bbox=[1250, 1468, 1561, 1481]
body-paragraph: Venus Sigil: Na ez már megint nehéz lesz érdemes lesz a harcot kikapcsolni (Baaj Templomban a hal legyőzése után kapsz olyan fegyvert, amivel ezt megteheted. Mikor megvan a repülő irány vissza Thunder Plainsbe és kerüld el összesen 200 villámot! Ez több dolog miatt lesz nehéz. Nem szabad hibázni, nem szabad menteni és nem szabad bemenni egy épületbe se különben kezdheted elölről az egészet! Valahogy biztos meg lehet csinálni (és sikerült!) Ha megvan a 200 és utána találnak el akkor is kezdheted elölről! Fontos, hogy ne állj meg és kezdj el nyomkodni orült módon az X-et, mert büntetésből mindenképpen belé csap egy villám, ha így jársz, ha automata jayt akarsz használni! Ha megvan menj Rin épületében, ahol ott lesz a láda. bbox=[843, 1063, 1217, 1216]
list-item: - 99 darab Pendulum 1400000 Ultima Weapontól bbox=[1250, 1592, 1502, 1606]
